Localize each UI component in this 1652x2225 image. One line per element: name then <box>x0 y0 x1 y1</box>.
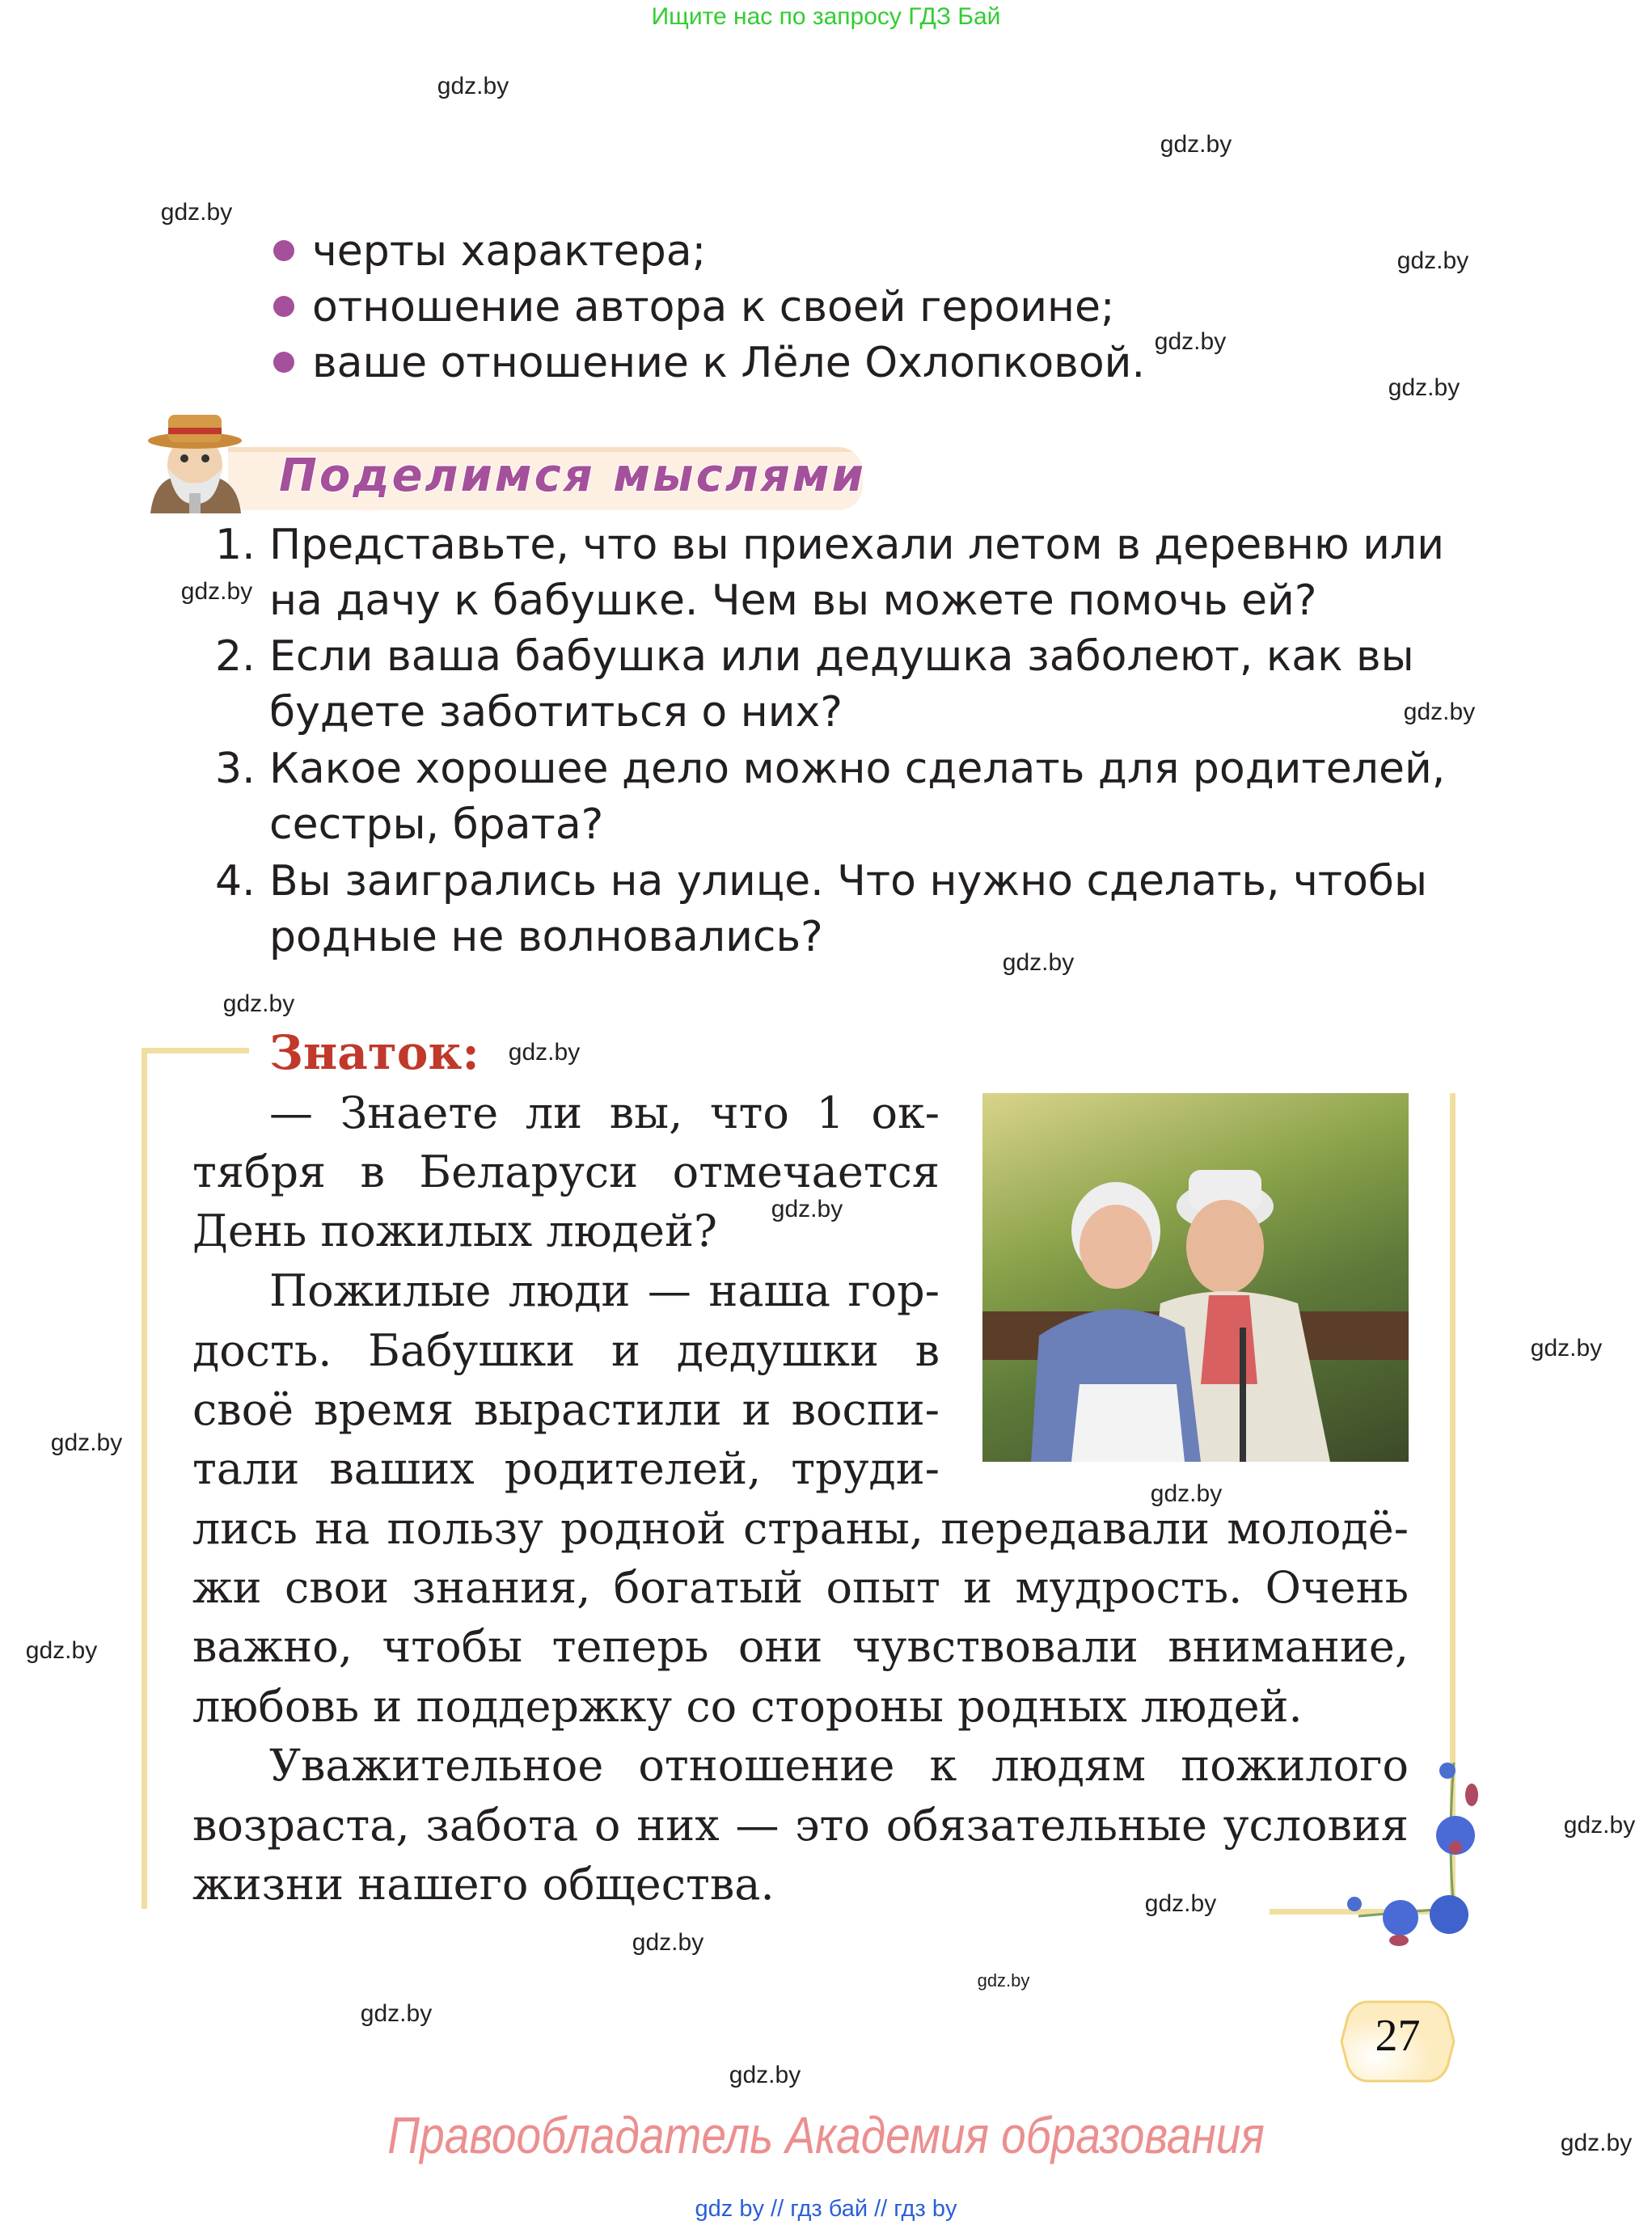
watermark: gdz.by <box>25 1637 98 1664</box>
watermark: gdz.by <box>437 73 509 99</box>
expert-text-line: важно, чтобы теперь они чувствовали внимание, <box>192 1621 1409 1672</box>
question-item <box>215 629 1464 741</box>
bullet-dot-icon <box>273 296 294 317</box>
bullet-dot-icon <box>273 352 294 373</box>
copyright-footer: Правообладатель Академия образования <box>387 2106 1265 2164</box>
question-item <box>215 741 1464 853</box>
watermark: gdz.by <box>1530 1335 1603 1362</box>
question-line: будете заботиться о них? <box>269 688 843 737</box>
expert-text-line: любовь и поддержку со стороны родных людей. <box>192 1681 1303 1732</box>
watermark: gdz.by <box>1396 247 1469 274</box>
expert-text-line: жизни нашего общества. <box>192 1859 775 1910</box>
expert-text-line: — Знаете ли вы, что 1 ок- <box>269 1087 940 1138</box>
expert-text-line: День пожилых людей? <box>192 1205 717 1256</box>
question-line: Вы заигрались на улице. Что нужно сделать, чтобы <box>269 857 1428 906</box>
question-line: Какое хорошее дело можно сделать для родителей, <box>269 745 1446 793</box>
question-line: родные не волновались? <box>269 913 823 961</box>
watermark: gdz.by <box>1563 1812 1636 1839</box>
question-line: Представьте, что вы приехали летом в деревню или <box>269 521 1445 569</box>
watermark: gdz.by <box>1403 699 1476 725</box>
watermark: gdz.by <box>632 1929 704 1956</box>
expert-text-line: жи свои знания, богатый опыт и мудрость. Очень <box>192 1562 1409 1613</box>
watermark: gdz.by <box>1002 949 1075 976</box>
bullet-item <box>273 280 1115 336</box>
expert-text-line: своё время вырастили и воспи- <box>192 1384 940 1435</box>
question-number: 2. <box>215 632 256 681</box>
question-number: 3. <box>215 745 256 793</box>
question-number: 1. <box>215 521 256 569</box>
expert-text-line: тября в Беларуси отмечается <box>192 1146 940 1197</box>
question-item <box>215 854 1464 965</box>
watermark: gdz.by <box>1144 1890 1217 1917</box>
page-number: 27 <box>1375 2011 1421 2061</box>
bullet-text: черты характера; <box>312 227 707 276</box>
bullet-text: ваше отношение к Лёле Охлопковой. <box>312 339 1145 387</box>
watermark: gdz.by <box>771 1196 843 1222</box>
question-line: Если ваша бабушка или дедушка заболеют, как вы <box>269 632 1414 681</box>
frame-top-line <box>142 1048 249 1053</box>
question-line: на дачу к бабушке. Чем вы можете помочь ей? <box>269 576 1317 625</box>
question-line: сестры, брата? <box>269 800 604 849</box>
frame-left-line <box>142 1048 147 1909</box>
watermark: gdz.by <box>1388 374 1460 401</box>
watermark: gdz.by <box>1160 131 1232 158</box>
watermark: gdz.by <box>180 578 253 605</box>
expert-text-line: лись на пользу родной страны, передавали молодё- <box>192 1503 1409 1554</box>
expert-text-line: дость. Бабушки и дедушки в <box>192 1325 940 1376</box>
watermark: gdz.by <box>1154 328 1227 355</box>
watermark: gdz.by <box>508 1039 581 1066</box>
question-item <box>215 517 1464 629</box>
expert-text-line: тали ваших родителей, труди- <box>192 1443 940 1494</box>
expert-text-line: Пожилые люди — наша гор- <box>269 1265 940 1316</box>
old-man-character-icon <box>142 408 247 513</box>
footer-links[interactable]: gdz by // гдз бай // гдз by <box>695 2196 957 2222</box>
section-title: Поделимся мыслями <box>279 450 866 502</box>
expert-text-line: возраста, забота о них — это обязательные условия <box>192 1800 1409 1851</box>
elderly-couple-photo <box>982 1093 1409 1462</box>
search-banner: Ищите нас по запросу ГДЗ Бай <box>651 3 1001 30</box>
watermark: gdz.by <box>977 1970 1030 1991</box>
bullet-item <box>273 336 1145 391</box>
watermark: gdz.by <box>160 199 233 226</box>
bullet-item <box>273 224 706 280</box>
watermark: gdz.by <box>50 1429 123 1456</box>
watermark: gdz.by <box>222 990 295 1017</box>
expert-label: Знаток: <box>269 1025 480 1080</box>
bullet-dot-icon <box>273 240 294 261</box>
watermark: gdz.by <box>1150 1480 1223 1507</box>
cornflower-decoration-icon <box>1310 1746 1488 1948</box>
expert-text-line: Уважительное отношение к людям пожилого <box>269 1740 1409 1791</box>
bullet-text: отношение автора к своей героине; <box>312 283 1115 331</box>
watermark: gdz.by <box>360 2000 433 2027</box>
watermark: gdz.by <box>729 2062 801 2088</box>
question-number: 4. <box>215 857 256 906</box>
watermark: gdz.by <box>1560 2130 1633 2156</box>
